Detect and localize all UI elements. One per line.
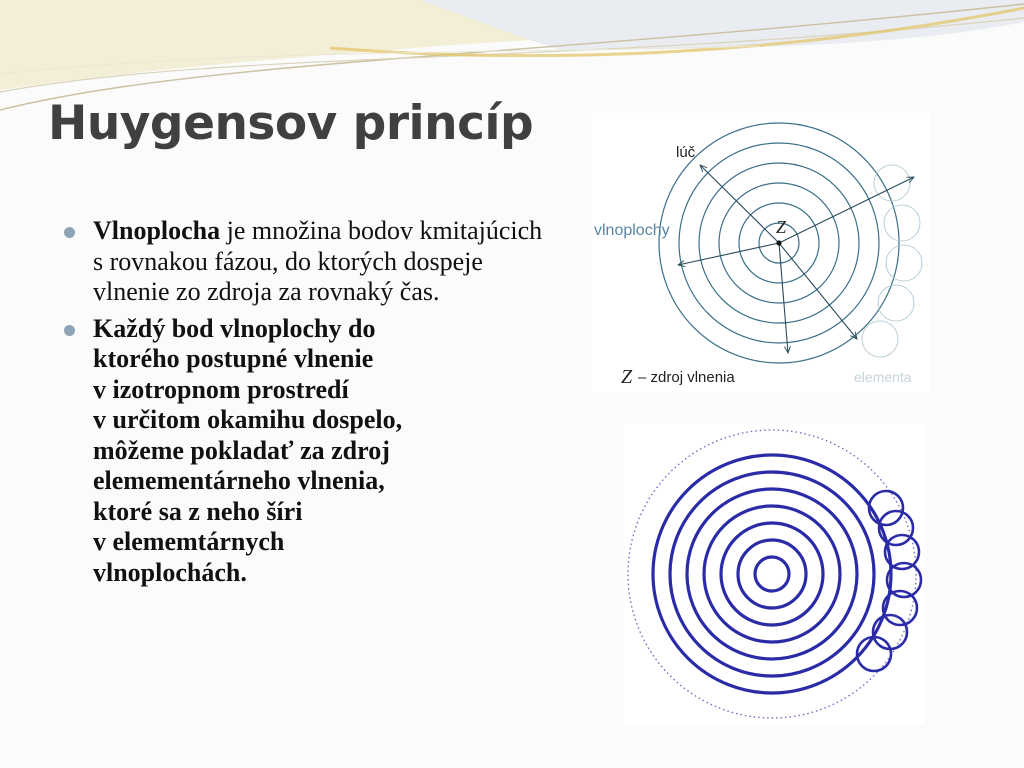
bullet-marker-icon	[64, 227, 75, 238]
slide-title: Huygensov princíp	[48, 96, 534, 151]
bullet-text: Každý bod vlnoplochy do ktorého postupné vlnenie v izotropnom prostredí v určitom okamihu dospelo, môžeme pokladať za zdroj elemementárneho vlnenia, ktoré sa z neho šíri v elememtárnych vlnoplochách.	[93, 313, 403, 587]
bullet-huygens-principle	[62, 314, 552, 589]
legend-source-text: – zdroj vlnenia	[638, 369, 735, 386]
label-source-z: Z	[776, 217, 787, 237]
bullet-term: Vlnoplocha	[93, 216, 221, 245]
label-elementary: elementa	[854, 369, 912, 385]
concentric-waves-diagram	[624, 424, 924, 724]
wavefront-diagram	[592, 113, 930, 393]
bullet-list	[62, 216, 552, 594]
bullet-text: je množina bodov kmitajúcich s rovnakou fázou, do ktorých dospeje vlnenie zo zdroja za rovnaký čas.	[93, 216, 543, 306]
source-point	[776, 240, 781, 245]
label-ray: lúč	[676, 144, 696, 161]
label-wavefronts: vlnoplochy	[594, 222, 670, 239]
legend-z-symbol: Z	[621, 366, 633, 388]
bullet-marker-icon	[64, 325, 75, 336]
bullet-wavefront-definition	[62, 216, 552, 308]
